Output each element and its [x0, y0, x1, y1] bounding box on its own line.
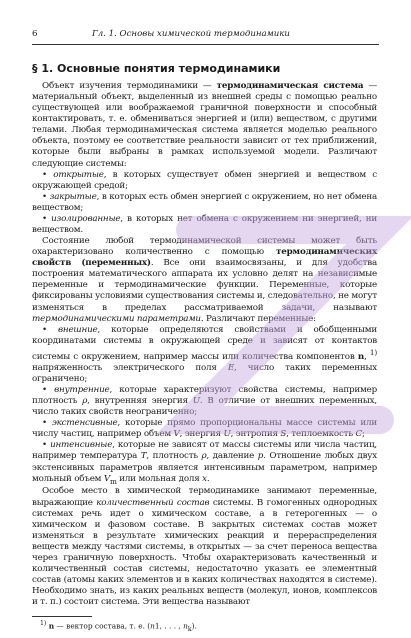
italic-term: термодинамическими параметрами	[32, 313, 201, 324]
italic-term: внешние	[58, 324, 98, 335]
text-run: , энтропия	[230, 429, 281, 440]
text-run: , давление	[206, 451, 258, 462]
italic-term: внутренние	[54, 385, 110, 396]
text-run: — материальный объект, выделенный из внешней среды с помощью реально существующей или воображаемой граничной поверхности и способный контактировать, т. е. обмениваться энергией и (или) веществом, с другими телами. Любая термодинамическая система является моделью реального объекта, поэтому ее соответствие реальности зависит от тех приближений, которые были выбраны в рамках используемой модели. Различают следующие системы:	[32, 81, 377, 169]
text-run: , число таких переменных ограничено;	[32, 362, 377, 384]
paragraph	[32, 214, 377, 236]
paragraph	[32, 81, 377, 170]
italic-term: интенсивные	[50, 440, 113, 451]
text-run: ,	[364, 351, 370, 362]
footnote-vector: n	[48, 621, 55, 631]
footnote-mark: 1)	[40, 620, 47, 627]
page-number: 6	[32, 29, 38, 39]
chapter-title: Гл. 1. Основы химической термодинамики	[92, 29, 290, 39]
footnote	[40, 620, 197, 633]
paragraph	[32, 440, 377, 486]
bold-term: термодинамических свойств (переменных)	[32, 247, 377, 269]
text-run: Особое место в химической термодинамике занимают переменные, выражающие	[32, 486, 377, 508]
text-run: . Все они взаимосвязаны, и для удобства построения математического аппарата их условно делят на независимые переменные и термодинамические функции. Переменные, которые фиксированы условиями существования системы и, следовательно, не могут изменяться в пределах рассматриваемой задачи, называют	[32, 258, 377, 313]
text-run: , которые не зависят от массы системы или числа частиц, например температура	[32, 440, 377, 462]
bold-term: n	[357, 351, 365, 362]
italic-term: p	[257, 451, 264, 462]
text-run: , которые определяются свойствами и обобщенными координатами системы в окружающей среде и зависят от контактов системы с окружением, например массы или количества компонентов	[32, 324, 377, 362]
running-header	[32, 28, 379, 45]
text-run: •	[42, 169, 54, 180]
body-text	[32, 81, 377, 608]
text-run: •	[42, 213, 52, 224]
text-run: . В отличие от внешних переменных, число таких свойств неограниченно;	[32, 396, 377, 418]
text-run: •	[42, 324, 58, 335]
text-run: , в которых существует обмен энергией и веществом с окружающей средой;	[32, 169, 378, 191]
text-run: , теплоемкость	[286, 429, 356, 440]
paragraph	[32, 170, 377, 192]
text-run: . Отношение любых двух экстенсивных параметров является интенсивным параметром, например мольный объем	[32, 451, 377, 484]
text-run: . Различают переменные:	[200, 313, 316, 324]
italic-term: U	[223, 429, 231, 440]
italic-term: экстенсивные	[51, 418, 118, 429]
footnote-text: — вектор состава, т. е. (	[54, 621, 151, 631]
italic-term: открытые	[53, 169, 104, 180]
text-run: , в которых нет обмена с окружением ни энергией, ни веществом.	[32, 213, 377, 236]
italic-term: T	[140, 451, 147, 462]
paragraph	[32, 236, 377, 325]
italic-term: C	[355, 429, 362, 440]
italic-term: ρ	[82, 396, 88, 407]
text-run: 1)	[369, 347, 377, 357]
text-run: m	[110, 476, 117, 486]
text-run: , в которых есть обмен энергией с окружением, но нет обмена веществом;	[32, 191, 377, 213]
paragraph	[32, 192, 377, 214]
footnote-rule	[32, 616, 92, 617]
footnote-sub: k	[187, 625, 192, 633]
footnote-tail: 1, . . . ,	[154, 621, 184, 631]
italic-term: U	[192, 396, 200, 407]
text-run: системы. В гомогенных однородных системах речь идет о химическом составе, а в гетерогенных — о химическом и фазовом составе. В закрытых системах состав может изменяться в результате химических реакций и перераспределения веществ между частями системы, в открытых — за счет переноса вещества через граничную поверхность. Чтобы охарактеризовать качественный и количественный состав системы, недостаточно указать ее элементный состав (атомы каких элементов и в каких количествах находятся в системе). Необходимо знать, из каких реальных веществ (молекул, ионов, комплексов и т. п.) состоит система. Эти вещества называют	[32, 497, 377, 608]
text-run: , которые характеризуют свойства системы, например плотность	[32, 385, 377, 407]
footnote-math: n	[150, 621, 155, 631]
paragraph	[32, 325, 377, 385]
italic-term: S	[280, 429, 287, 440]
text-run: или мольная доля	[116, 473, 203, 484]
text-run: , плотность	[146, 451, 202, 462]
text-run: , внутренняя энергия	[87, 396, 193, 407]
section-heading: § 1. Основные понятия термодинамики	[32, 62, 281, 75]
italic-term: V	[103, 473, 110, 484]
paragraph	[32, 385, 377, 418]
text-run: •	[42, 418, 52, 429]
italic-term: количественный состав	[96, 497, 210, 508]
text-run: •	[42, 385, 55, 396]
text-run: .	[206, 473, 210, 484]
italic-term: ρ	[201, 451, 207, 462]
italic-term: x	[202, 473, 207, 484]
text-run: •	[42, 440, 51, 451]
bold-term: термодинамическая система	[216, 81, 364, 91]
italic-term: изолированные	[51, 213, 121, 224]
text-run: ;	[361, 429, 365, 440]
footnote-end: ).	[191, 621, 197, 631]
italic-term: V	[173, 429, 180, 440]
text-run: •	[42, 191, 50, 202]
text-run: , энергия	[179, 429, 224, 440]
italic-term: закрытые	[49, 191, 97, 202]
text-run: напряженность электрического поля	[32, 362, 228, 373]
paragraph	[32, 418, 377, 440]
footnote-math2: n	[183, 621, 188, 631]
paragraph	[32, 486, 377, 608]
text-run: , которые прямо пропорциональны массе системы или числу частиц, например объем	[32, 418, 378, 440]
text-run: Объект изучения термодинамики —	[42, 81, 217, 91]
italic-term: E	[227, 362, 235, 373]
text-run: Состояние любой термодинамической системы может быть охарактеризовано количественно с помощью	[32, 236, 377, 258]
